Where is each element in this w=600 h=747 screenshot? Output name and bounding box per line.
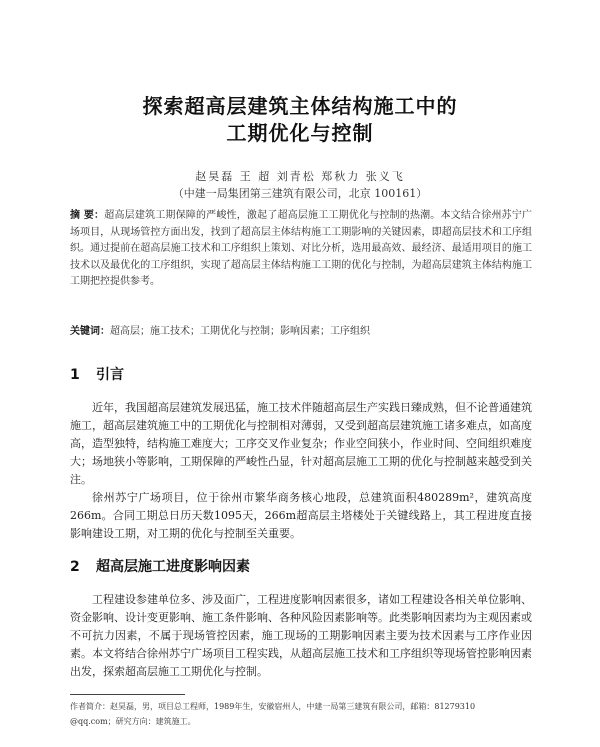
footnote-line: 作者简介：赵昊磊，男，项目总工程师，1989年生，安徽宿州人，中建一局第三建筑有限公司，邮箱：81279310 xyxy=(70,702,476,711)
keywords-label: 关键词： xyxy=(70,326,110,337)
section-number: 1 xyxy=(70,367,80,383)
paper-title-line-1: 探索超高层建筑主体结构施工中的 xyxy=(142,94,458,118)
section-body-introduction xyxy=(70,399,532,543)
author-affiliation: （中建一局集团第三建筑有限公司，北京 100161） xyxy=(172,187,428,200)
section-heading-introduction xyxy=(70,364,124,384)
author-footnote xyxy=(70,699,532,729)
section-title: 超高层施工进度影响因素 xyxy=(96,559,250,575)
abstract-label: 摘 要： xyxy=(70,210,105,221)
abstract xyxy=(70,208,532,291)
keywords xyxy=(70,324,532,340)
section-number: 2 xyxy=(70,559,80,575)
paragraph: 近年，我国超高层建筑发展迅猛，施工技术伴随超高层生产实践日臻成熟，但不论普通建筑施工，超高层建筑施工中的工期优化与控制相对薄弱，又受到超高层建筑施工诸多难点，如高度高，造型独特，结构施工难度大；工序交叉作业复杂；作业空间狭小，作业时间、空间组织难度大；场地狭小等影响，工期保障的严峻性凸显，针对超高层施工工期的优化与控制越来越受到关注。 xyxy=(70,401,532,486)
section-body-schedule-factors xyxy=(70,591,532,681)
section-title: 引言 xyxy=(96,367,124,383)
footnote-line: @qq.com；研究方向：建筑施工。 xyxy=(70,717,196,726)
author-list: 赵昊磊 王 超 刘青松 郑秋力 张义飞 xyxy=(195,170,405,183)
footnote-divider xyxy=(70,694,185,695)
keywords-text: 超高层；施工技术；工期优化与控制；影响因素；工序组织 xyxy=(110,326,370,337)
paper-title-line-2: 工期优化与控制 xyxy=(226,121,374,145)
section-heading-schedule-factors xyxy=(70,556,250,576)
abstract-text: 超高层建筑工期保障的严峻性，激起了超高层施工工期优化与控制的热潮。本文结合徐州苏宁广场项目，从现场管控方面出发，找到了超高层主体结构施工工期影响的关键因素，即超高层技术和工序组织。通过提前在超高层施工技术和工序组织上策划、对比分析，选用最高效、最经济、最适用项目的施工技术以及最优化的工序组织，实现了超高层主体结构施工工期的优化与控制，为超高层建筑主体结构施工工期把控提供参考。 xyxy=(70,210,533,287)
paragraph: 徐州苏宁广场项目，位于徐州市繁华商务核心地段，总建筑面积480289m²，建筑高度266m。合同工期总日历天数1095天，266m超高层主塔楼处于关键线路上，其工程进度直接影响建设工期，对工期的优化与控制至关重要。 xyxy=(70,491,532,540)
paragraph: 工程建设参建单位多、涉及面广，工程进度影响因素很多，诸如工程建设各相关单位影响、资金影响、设计变更影响、施工条件影响、各种风险因素影响等。此类影响因素均为主观因素或不可抗力因素，不属于现场管控因素，施工现场的工期影响因素主要为技术因素与工序作业因素。本文将结合徐州苏宁广场项目工程实践，从超高层施工技术和工序组织等现场管控影响因素出发，探索超高层施工工期优化与控制。 xyxy=(70,593,532,678)
